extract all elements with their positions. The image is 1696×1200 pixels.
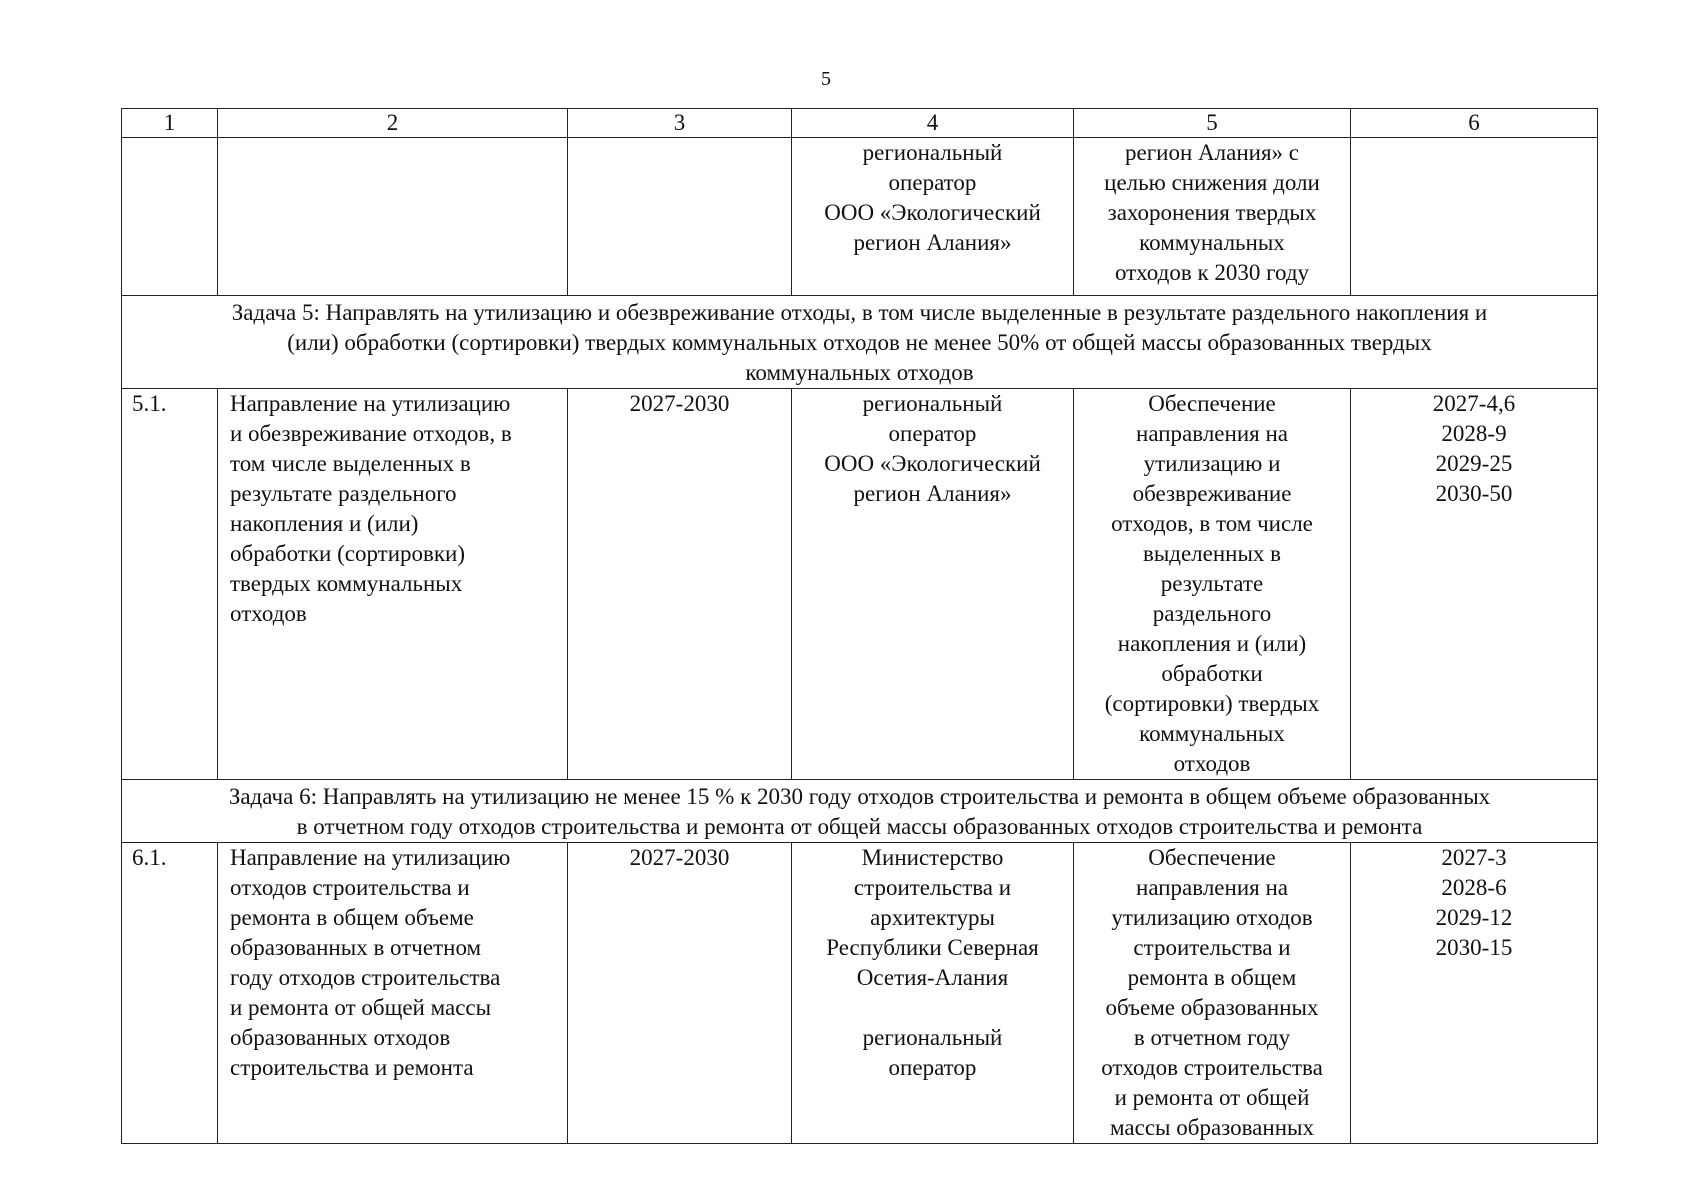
measure-name <box>218 389 568 780</box>
text-line: регион Алания» <box>853 230 1012 255</box>
text-line: обработки <box>1161 661 1263 686</box>
task-6-row <box>122 780 1598 843</box>
measure-period: 2027-2030 <box>568 389 792 780</box>
text-line: коммунальных <box>1139 230 1285 255</box>
measure-name <box>218 843 568 1144</box>
column-number: 6 <box>1351 109 1598 138</box>
column-number: 4 <box>792 109 1074 138</box>
value-line: 2027-4,6 <box>1432 391 1516 416</box>
text-line: образованных в отчетном <box>230 935 482 960</box>
text-line: Осетия-Алания <box>856 965 1009 990</box>
column-number: 1 <box>122 109 218 138</box>
task-6-heading <box>122 780 1598 843</box>
text-line: оператор <box>888 1055 977 1080</box>
measure-executor <box>792 843 1074 1144</box>
text-line: регион Алания» с <box>1125 140 1299 165</box>
spacer <box>798 993 1067 1023</box>
measures-table <box>121 108 1598 1144</box>
text-line: ООО «Экологический <box>824 200 1041 225</box>
empty-cell <box>218 138 568 296</box>
text-line: отходов к 2030 году <box>1114 260 1310 285</box>
column-number: 3 <box>568 109 792 138</box>
text-line: регион Алания» <box>853 481 1012 506</box>
text-line: в отчетном году <box>1133 1025 1291 1050</box>
empty-cell <box>568 138 792 296</box>
text-line: отходов строительства <box>1101 1055 1323 1080</box>
text-line: строительства и <box>1133 935 1291 960</box>
text-line: ООО «Экологический <box>824 451 1041 476</box>
text-line: обезвреживание <box>1132 481 1292 506</box>
column-number: 5 <box>1074 109 1351 138</box>
empty-cell <box>1351 138 1598 296</box>
text-line: отходов <box>1173 751 1251 776</box>
text-line: образованных отходов <box>230 1025 451 1050</box>
text-line: в отчетном году отходов строительства и ремонта от общей массы образованных отходов строительства и ремонта <box>296 814 1423 839</box>
text-line: твердых коммунальных <box>230 571 463 596</box>
value-line: 2029-25 <box>1435 451 1513 476</box>
column-number: 2 <box>218 109 568 138</box>
text-line: результате <box>1160 571 1264 596</box>
text-line: региональный <box>862 140 1003 165</box>
text-line: результате раздельного <box>230 481 457 506</box>
text-line: Обеспечение <box>1148 391 1276 416</box>
text-line: ремонта в общем объеме <box>230 905 474 930</box>
text-line: Министерство <box>861 845 1004 870</box>
text-line: строительства и ремонта <box>230 1055 474 1080</box>
column-number-row <box>122 109 1598 138</box>
continuation-row <box>122 138 1598 296</box>
text-line: Обеспечение <box>1148 845 1276 870</box>
text-line: оператор <box>888 170 977 195</box>
text-line: отходов, в том числе <box>1111 511 1313 536</box>
text-line: целью снижения доли <box>1104 170 1320 195</box>
text-line: ремонта в общем <box>1127 965 1297 990</box>
text-line: отходов <box>230 601 307 626</box>
empty-cell <box>122 138 218 296</box>
text-line: обработки (сортировки) <box>230 541 466 566</box>
text-line: направления на <box>1136 421 1288 446</box>
page-number: 5 <box>821 68 831 90</box>
text-line: и ремонта от общей <box>1114 1085 1310 1110</box>
text-line: (или) обработки (сортировки) твердых коммунальных отходов не менее 50% от общей массы образованных твердых <box>287 330 1432 355</box>
text-line: накопления и (или) <box>1117 631 1307 656</box>
text-line: Направление на утилизацию <box>230 845 511 870</box>
text-line: направления на <box>1136 875 1288 900</box>
text-line: Задача 5: Направлять на утилизацию и обезвреживание отходы, в том числе выделенные в результате раздельного накопления и <box>231 300 1488 325</box>
text-line: году отходов строительства <box>230 965 501 990</box>
measure-number: 5.1. <box>122 389 218 780</box>
value-line: 2030-50 <box>1435 481 1513 506</box>
value-line: 2028-6 <box>1441 875 1507 900</box>
text-line: Задача 6: Направлять на утилизацию не менее 15 % к 2030 году отходов строительства и ремонта в общем объеме образованных <box>228 784 1491 809</box>
text-line: региональный <box>862 391 1003 416</box>
text-line: коммунальных отходов <box>745 360 974 385</box>
text-line: утилизацию и <box>1143 451 1281 476</box>
text-line: коммунальных <box>1139 721 1285 746</box>
text-line: (сортировки) твердых <box>1104 691 1320 716</box>
measure-values <box>1351 843 1598 1144</box>
task-5-heading <box>122 296 1598 389</box>
text-line: строительства и <box>853 875 1012 900</box>
text-line: утилизацию отходов <box>1111 905 1313 930</box>
text-line: раздельного <box>1152 601 1272 626</box>
text-line: региональный <box>862 1025 1003 1050</box>
text-line: том числе выделенных в <box>230 451 471 476</box>
measure-row-5-1 <box>122 389 1598 780</box>
value-line: 2028-9 <box>1441 421 1507 446</box>
executor-cell <box>792 138 1074 296</box>
text-line: Республики Северная <box>826 935 1039 960</box>
measure-period: 2027-2030 <box>568 843 792 1144</box>
task-5-row <box>122 296 1598 389</box>
measure-result <box>1074 843 1351 1144</box>
measure-number: 6.1. <box>122 843 218 1144</box>
text-line: Направление на утилизацию <box>230 391 511 416</box>
text-line: накопления и (или) <box>230 511 419 536</box>
text-line: и ремонта от общей массы <box>230 995 492 1020</box>
text-line: отходов строительства и <box>230 875 470 900</box>
text-line: выделенных в <box>1142 541 1282 566</box>
measure-executor <box>792 389 1074 780</box>
text-line: и обезвреживание отходов, в <box>230 421 512 446</box>
measure-values <box>1351 389 1598 780</box>
text-line: захоронения твердых <box>1107 200 1317 225</box>
value-line: 2030-15 <box>1435 935 1513 960</box>
measure-row-6-1 <box>122 843 1598 1144</box>
text-line: оператор <box>888 421 977 446</box>
text-line: массы образованных <box>1110 1115 1314 1140</box>
text-line: объеме образованных <box>1105 995 1319 1020</box>
measure-result <box>1074 389 1351 780</box>
value-line: 2029-12 <box>1435 905 1513 930</box>
text-line: архитектуры <box>870 905 995 930</box>
value-line: 2027-3 <box>1441 845 1507 870</box>
result-cell <box>1074 138 1351 296</box>
